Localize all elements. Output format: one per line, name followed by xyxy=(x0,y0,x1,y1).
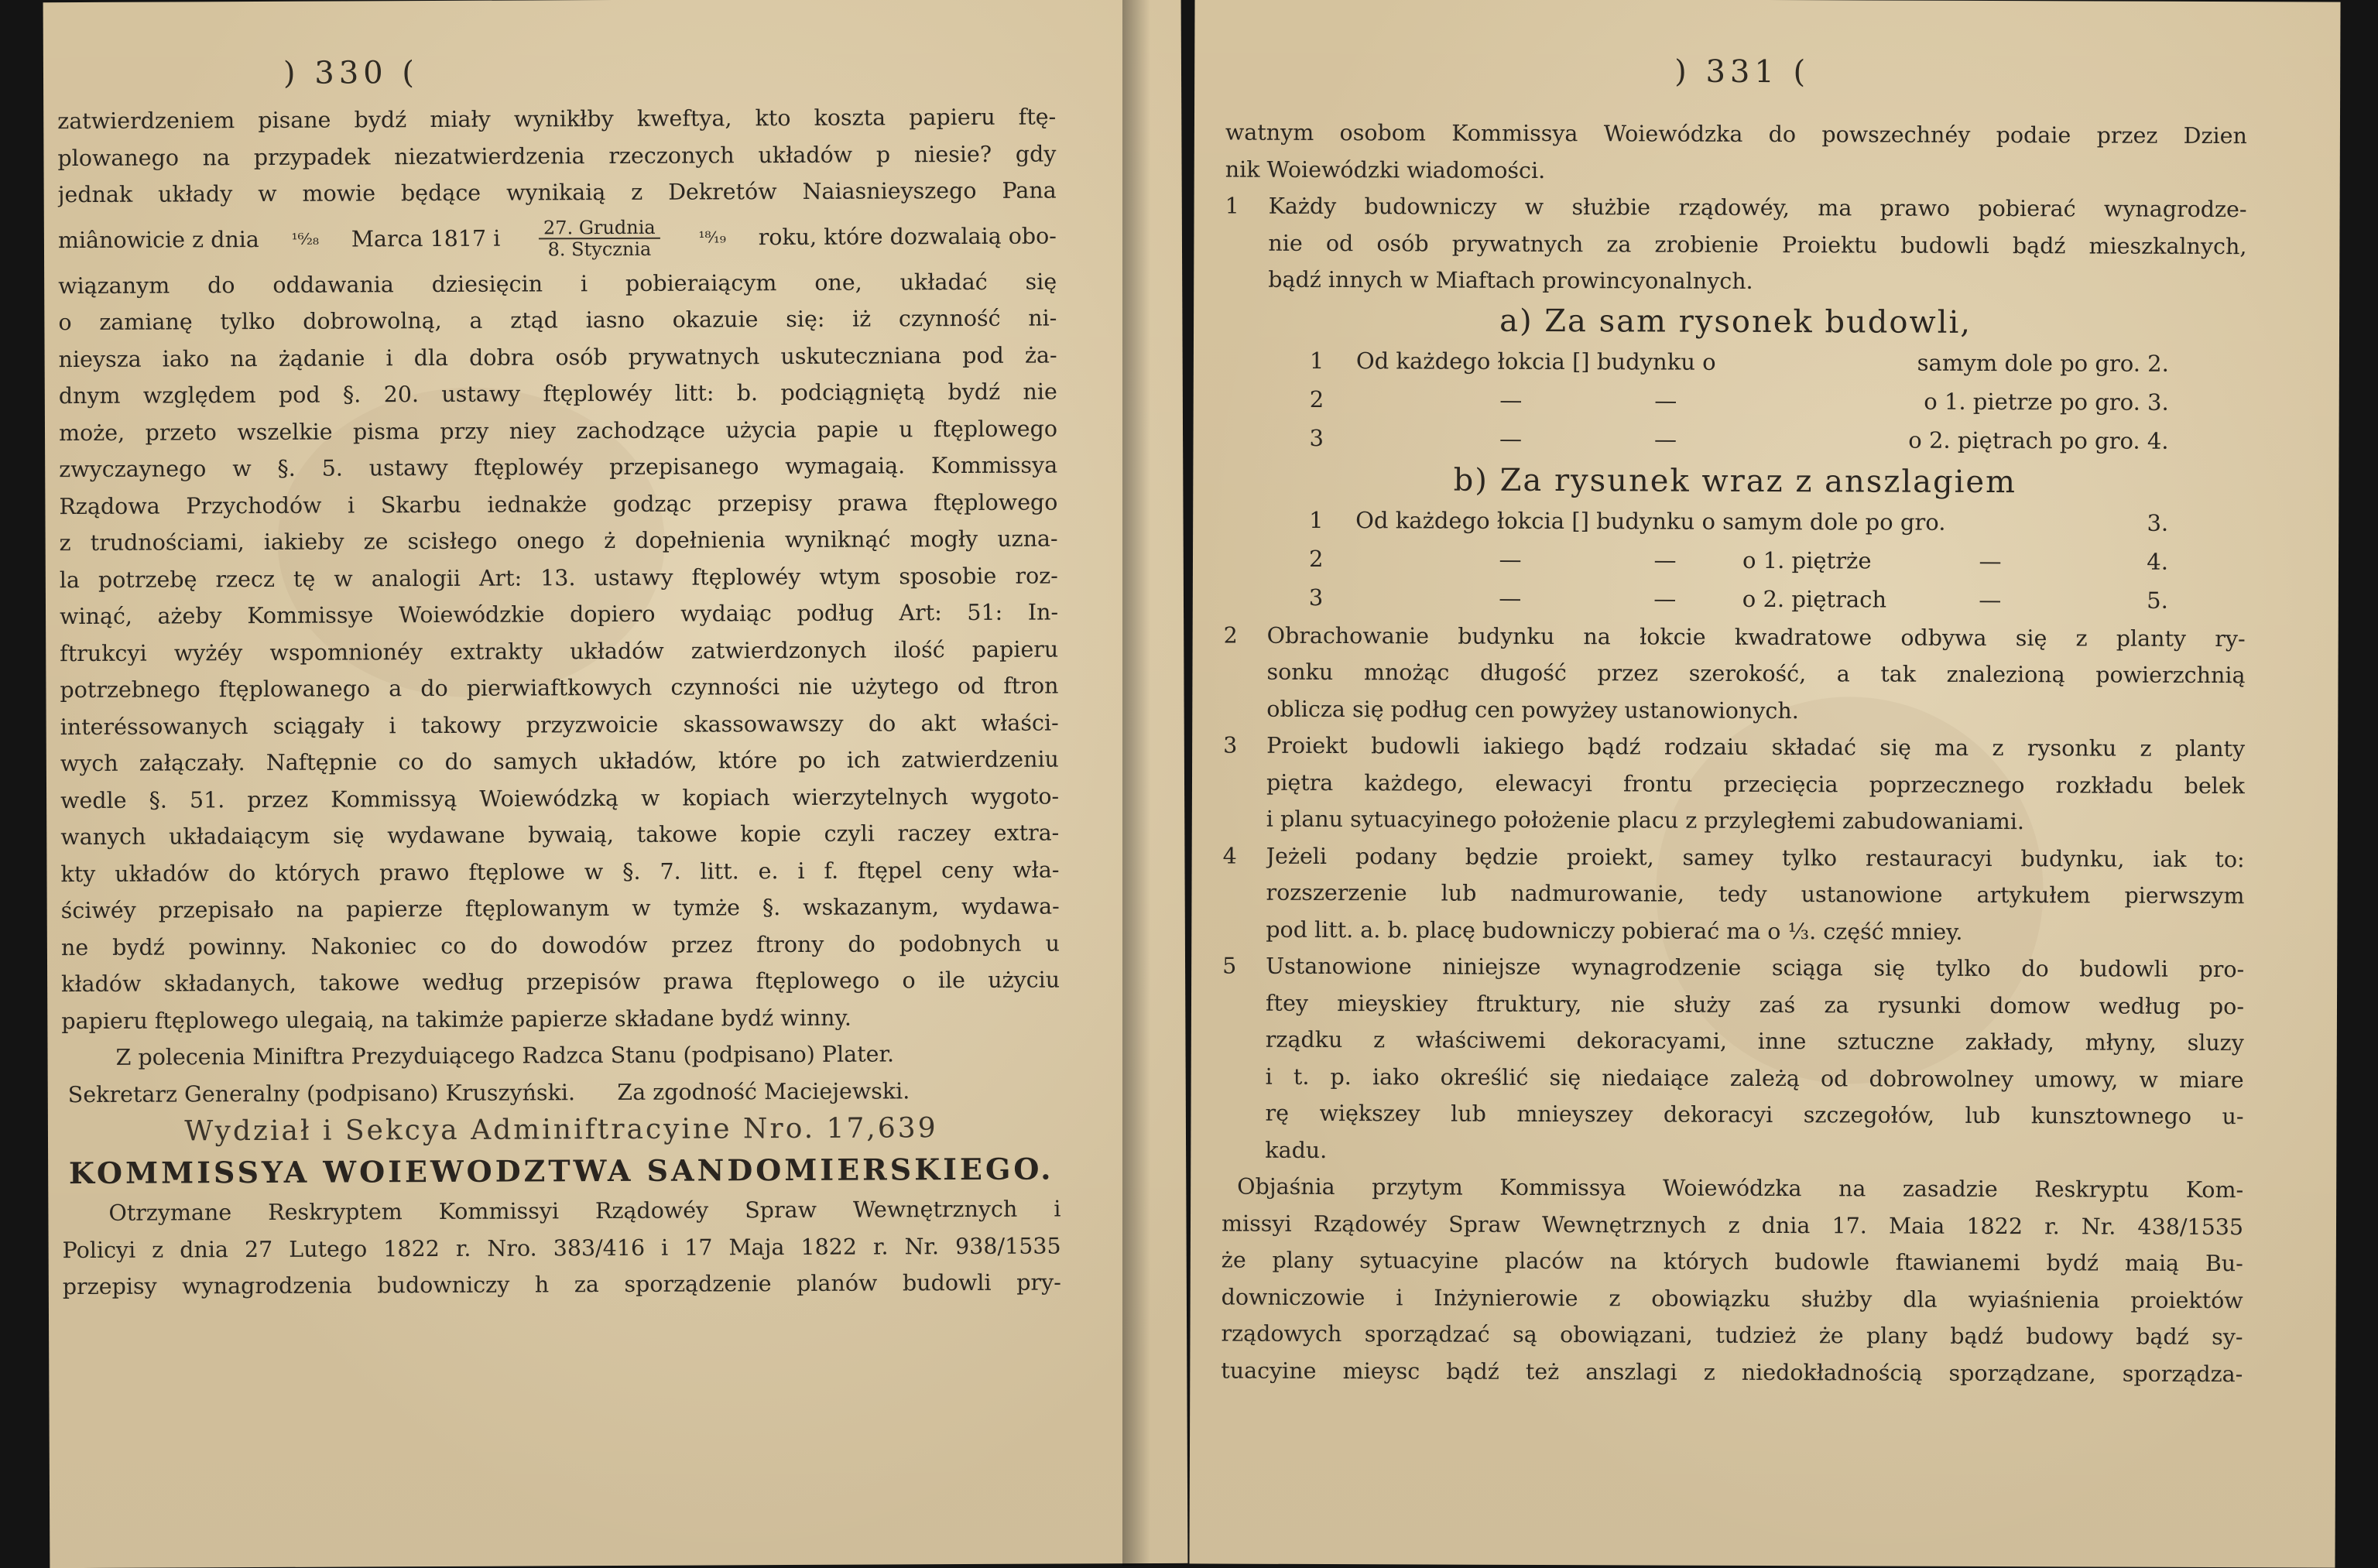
text-line: ne bydź powinny. Nakoniec co do dowodów przez ftrony do podobnych u xyxy=(60,930,1060,960)
cell: Od każdego łokcia [] budynku o xyxy=(1355,347,1716,375)
table-row xyxy=(1309,419,2168,460)
text-line: Każdy budowniczy w służbie rządowéy, ma prawo pobierać wynagrodze- xyxy=(1268,193,2247,223)
table-row xyxy=(1309,578,2168,620)
cell xyxy=(1355,579,2143,621)
cell: samym dole po gro. 2. xyxy=(1917,349,2169,377)
date-text: miânowicie z dnia xyxy=(57,226,259,253)
fraction-bottom: 8. Stycznia xyxy=(547,238,652,260)
text-line: kładów składanych, takowe według przepisów prawa ftęplowego o ile użyciu xyxy=(61,967,1061,998)
text-line: interéssowanych sciągały i takowy przyzwoicie skassowawszy do akt właści- xyxy=(60,710,1059,740)
list-item xyxy=(1223,728,2245,841)
cell: o 2. piętrach po gro. 4. xyxy=(1908,426,2169,454)
date-text: Marca 1817 i xyxy=(351,225,501,252)
text-line: ftrukcyi wyżéy wspomnionéy extrakty układów zatwierdzonych ilość papieru xyxy=(60,636,1059,666)
text-line: z trudnościami, iakieby ze scisłego onego ż dopełnienia wyniknąć mogły uzna- xyxy=(59,526,1058,556)
department-heading: Wydział i Sekcya Adminiftracyine Nro. 17,639 xyxy=(184,1112,938,1148)
text-line: że plany sytuacyine placów na których budowle ftawianemi bydź maią Bu- xyxy=(1221,1247,2243,1277)
signature-line: Z polecenia Miniftra Prezyduiącego Radzca Stanu (podpisano) Plater. xyxy=(115,1041,895,1070)
text-line: nieysza iako na żądanie i dla dobra osób prywatnych uskuteczniana pod ża- xyxy=(58,342,1057,372)
text-line: winąć, ażeby Kommissye Woiewódzkie dopiero wydaiąc podług Art: 51: In- xyxy=(59,599,1059,630)
row-number: 3 xyxy=(1309,424,1324,451)
ditto-mark: — xyxy=(1979,547,2002,574)
right-page xyxy=(1189,0,2340,1568)
ditto-mark: — xyxy=(1979,586,2002,613)
ditto-mark: — xyxy=(1653,426,1677,453)
secretary-line: Sekretarz Generalny (podpisano) Kruszyński. Za zgodność Maciejewski. xyxy=(67,1077,910,1108)
text-line: oblicza się podług cen powyżey ustanowionych. xyxy=(1266,696,1799,724)
ditto-mark: — xyxy=(1653,546,1677,573)
right-text-block xyxy=(1221,115,2247,1393)
row-number: 3 xyxy=(1308,584,1324,611)
text-line: sonku mnożąc długość przez szerokość, a tak znalezioną powierzchnią xyxy=(1266,659,2246,689)
cell: 4. xyxy=(2147,548,2169,575)
item-number: 2 xyxy=(1223,622,1238,649)
section-heading-a: a) Za sam rysonek budowli, xyxy=(1499,303,1972,341)
section-heading-b: b) Za rysunek wraz z anszlagiem xyxy=(1453,462,2017,500)
text-line: potrzebnego ftęplowanego a do pierwiaftkowych czynności nie użytego od ftron xyxy=(60,673,1059,704)
table-row xyxy=(1309,539,2168,581)
commission-heading: KOMMISSYA WOIEWODZTWA SANDOMIERSKIEGO. xyxy=(68,1151,1054,1191)
text-line: rządowych sporządzać są obowiązani, tudzież że plany bądź budowy bądź sy- xyxy=(1221,1320,2243,1351)
text-line: Policyi z dnia 27 Lutego 1822 r. Nro. 383/416 i 17 Maja 1822 r. Nr. 938/1535 xyxy=(62,1232,1061,1263)
ditto-mark: — xyxy=(1499,584,1522,611)
text-line: rządku z właściwemi dekoracyami, inne sztuczne zakłady, młyny, sluzy xyxy=(1265,1026,2244,1056)
row-number: 1 xyxy=(1309,347,1324,374)
list-item xyxy=(1223,617,2245,731)
text-line: kadu. xyxy=(1265,1137,1328,1163)
text-line: i planu sytuacyinego położenie placu z przyległemi zabudowaniami. xyxy=(1266,806,2025,835)
text-line: rozszerzenie lub nadmurowanie, tedy ustanowione artykułem pierwszym xyxy=(1266,879,2245,909)
date-text: roku, które dozwalaią obo- xyxy=(758,223,1057,250)
list-item xyxy=(1225,188,2246,302)
left-page xyxy=(43,0,1188,1568)
ditto-mark: — xyxy=(1499,546,1522,573)
text-line: Otrzymane Reskryptem Kommissyi Rządowéy Spraw Wewnętrznych i xyxy=(108,1196,1061,1226)
text-line: plowanego na przypadek niezatwierdzenia rzeczonych układów p niesie? gdy xyxy=(57,141,1057,171)
text-line: papieru ftęplowego ulegaią, na takimże papierze składane bydź winny. xyxy=(61,1005,851,1034)
cell: o 1. pietrze po gro. 3. xyxy=(1924,388,2169,416)
text-line: dnym względem pod §. 20. ustawy ftęplowéy litt: b. podciągniętą bydź nie xyxy=(58,378,1057,409)
text-line: rę większey lub mnieyszey dekoracyi szczegołów, lub kunsztownego u- xyxy=(1265,1100,2244,1130)
text-line: la potrzebę rzecz tę w analogii Art: 13. ustawy ftęplowéy wtym sposobie roz- xyxy=(59,563,1058,593)
text-line: bądź innych w Miaftach prowincyonalnych. xyxy=(1268,266,1753,294)
text-line: Objaśnia przytym Kommissya Woiewódzka na zasadzie Reskryptu Kom- xyxy=(1237,1173,2244,1203)
ditto-mark: — xyxy=(1654,387,1677,414)
book-gutter xyxy=(1122,0,1169,1566)
left-text-block xyxy=(57,99,1061,1306)
fraction-small: ¹⁸⁄₁₉ xyxy=(698,228,726,247)
text-line: nik Woiewódzki wiadomości. xyxy=(1225,156,1546,183)
item-number: 1 xyxy=(1225,193,1239,219)
table-row xyxy=(1309,501,2168,543)
fraction-top: 27. Grudnia xyxy=(539,217,660,239)
fraction-small: ¹⁶⁄₂₈ xyxy=(291,229,320,248)
text-line: ściwéy przepisało na papierze ftęplowanym w tymże §. wskazanym, wydawa- xyxy=(60,893,1060,924)
table-row xyxy=(1310,341,2169,383)
text-line: Jeżeli podany będzie proiekt, samey tylko restauracyi budynku, iak to: xyxy=(1266,843,2245,872)
text-line: zatwierdzeniem pisane bydź miały wynikłby kweftya, kto koszta papieru ftę- xyxy=(57,104,1057,135)
table-row xyxy=(1310,380,2169,422)
text-line: missyi Rządowéy Spraw Wewnętrznych z dnia 17. Maia 1822 r. Nr. 438/1535 xyxy=(1221,1210,2244,1240)
list-item xyxy=(1222,837,2244,951)
row-number: 2 xyxy=(1308,545,1324,572)
text-line: Rządowa Przychodów i Skarbu iednakże godząc przepisy prawa ftęplowego xyxy=(59,489,1058,519)
cell: Od każdego łokcia [] budynku o samym dole po gro. xyxy=(1355,506,1946,536)
floor-label: o 1. piętrże xyxy=(1742,546,1872,574)
text-line: Proiekt budowli iakiego bądź rodzaiu składać się ma z rysonku z planty xyxy=(1266,732,2246,762)
text-line: watnym osobom Kommissya Woiewódzka do powszechnéy podaie przez Dzien xyxy=(1225,119,2247,149)
text-line: zwyczaynego w §. 5. ustawy ftęplowéy przepisanego wymagaią. Kommissya xyxy=(59,452,1058,483)
floor-label: o 2. piętrach xyxy=(1742,585,1887,613)
page-number: ) 331 ( xyxy=(1674,53,1811,91)
text-line: o zamianę tylko dobrowolną, a ztąd iasno okazuie się: iż czynność ni- xyxy=(58,305,1057,336)
text-line: wedle §. 51. przez Kommissyą Woiewódzką w kopiach wierzytelnych wygoto- xyxy=(60,782,1060,813)
text-line: i t. p. iako określić się niedaiące zależą od dobrowolney umowy, w miare xyxy=(1265,1063,2244,1093)
text-line: może, przeto wszelkie pisma przy niey zachodzące użycia papie u ftęplowego xyxy=(58,416,1058,446)
cell: 5. xyxy=(2147,587,2168,614)
text-line: przepisy wynagrodzenia budowniczy h za sporządzenie planów budowli pry- xyxy=(62,1269,1061,1300)
rate-table-b xyxy=(1309,501,2169,620)
text-line: jednak układy w mowie będące wynikaią z Dekretów Naiasnieyszego Pana xyxy=(57,177,1057,208)
cell xyxy=(1355,540,2143,582)
text-line: tuacyine mieysc bądź też anszlagi z niedokładnością sporządzane, sporządza- xyxy=(1221,1357,2243,1387)
text-line: kty układów do których prawo ftęplowe w §. 7. litt. e. i f. ftępel ceny wła- xyxy=(60,856,1060,887)
text-line: Obrachowanie budynku na łokcie kwadratowe odbywa się z planty ry- xyxy=(1266,622,2246,652)
item-number: 5 xyxy=(1222,953,1237,979)
text-line: nie od osób prywatnych za zrobienie Proiektu budowli bądź mieszkalnych, xyxy=(1268,230,2247,259)
text-line: wych załączały. Naftępnie co do samych układów, które po ich zatwierdzeniu xyxy=(60,746,1059,777)
page-number: ) 330 ( xyxy=(283,55,420,91)
text-line: piętra każdego, elewacyi frontu przecięcia poprzecznego rozkładu belek xyxy=(1266,769,2246,799)
item-number: 3 xyxy=(1223,732,1238,758)
row-number: 2 xyxy=(1309,385,1324,413)
ditto-mark: — xyxy=(1653,585,1677,612)
text-line: Ustanowione niniejsze wynagrodzenie sciąga się tylko do budowli pro- xyxy=(1266,953,2245,983)
text-line: pod litt. a. b. placę budowniczy pobierać ma o ⅓. część mniey. xyxy=(1266,916,1963,945)
cell xyxy=(1356,381,1842,421)
cell xyxy=(1355,419,1842,460)
cell: 3. xyxy=(2147,509,2169,536)
ditto-mark: — xyxy=(1499,386,1523,413)
text-line: ftey mieyskiey ftruktury, nie służy zaś za rysunki domow według po- xyxy=(1265,990,2245,1019)
text-line: wiązanym do oddawania dziesięcin i pobieraiącym one, układać się xyxy=(58,269,1057,299)
row-number: 1 xyxy=(1309,506,1324,533)
date-line xyxy=(58,209,1057,268)
ditto-mark: — xyxy=(1499,425,1523,452)
text-line: wanych układaiącym się wydawane bywaią, takowe kopie czyli raczey extra- xyxy=(60,820,1060,851)
item-number: 4 xyxy=(1222,843,1237,869)
rate-table-a xyxy=(1309,341,2169,460)
list-item xyxy=(1222,948,2244,1173)
text-line: downiczowie i Inżynierowie z obowiązku służby dla wyiaśnienia proiektów xyxy=(1221,1284,2243,1313)
date-fraction xyxy=(539,217,660,259)
